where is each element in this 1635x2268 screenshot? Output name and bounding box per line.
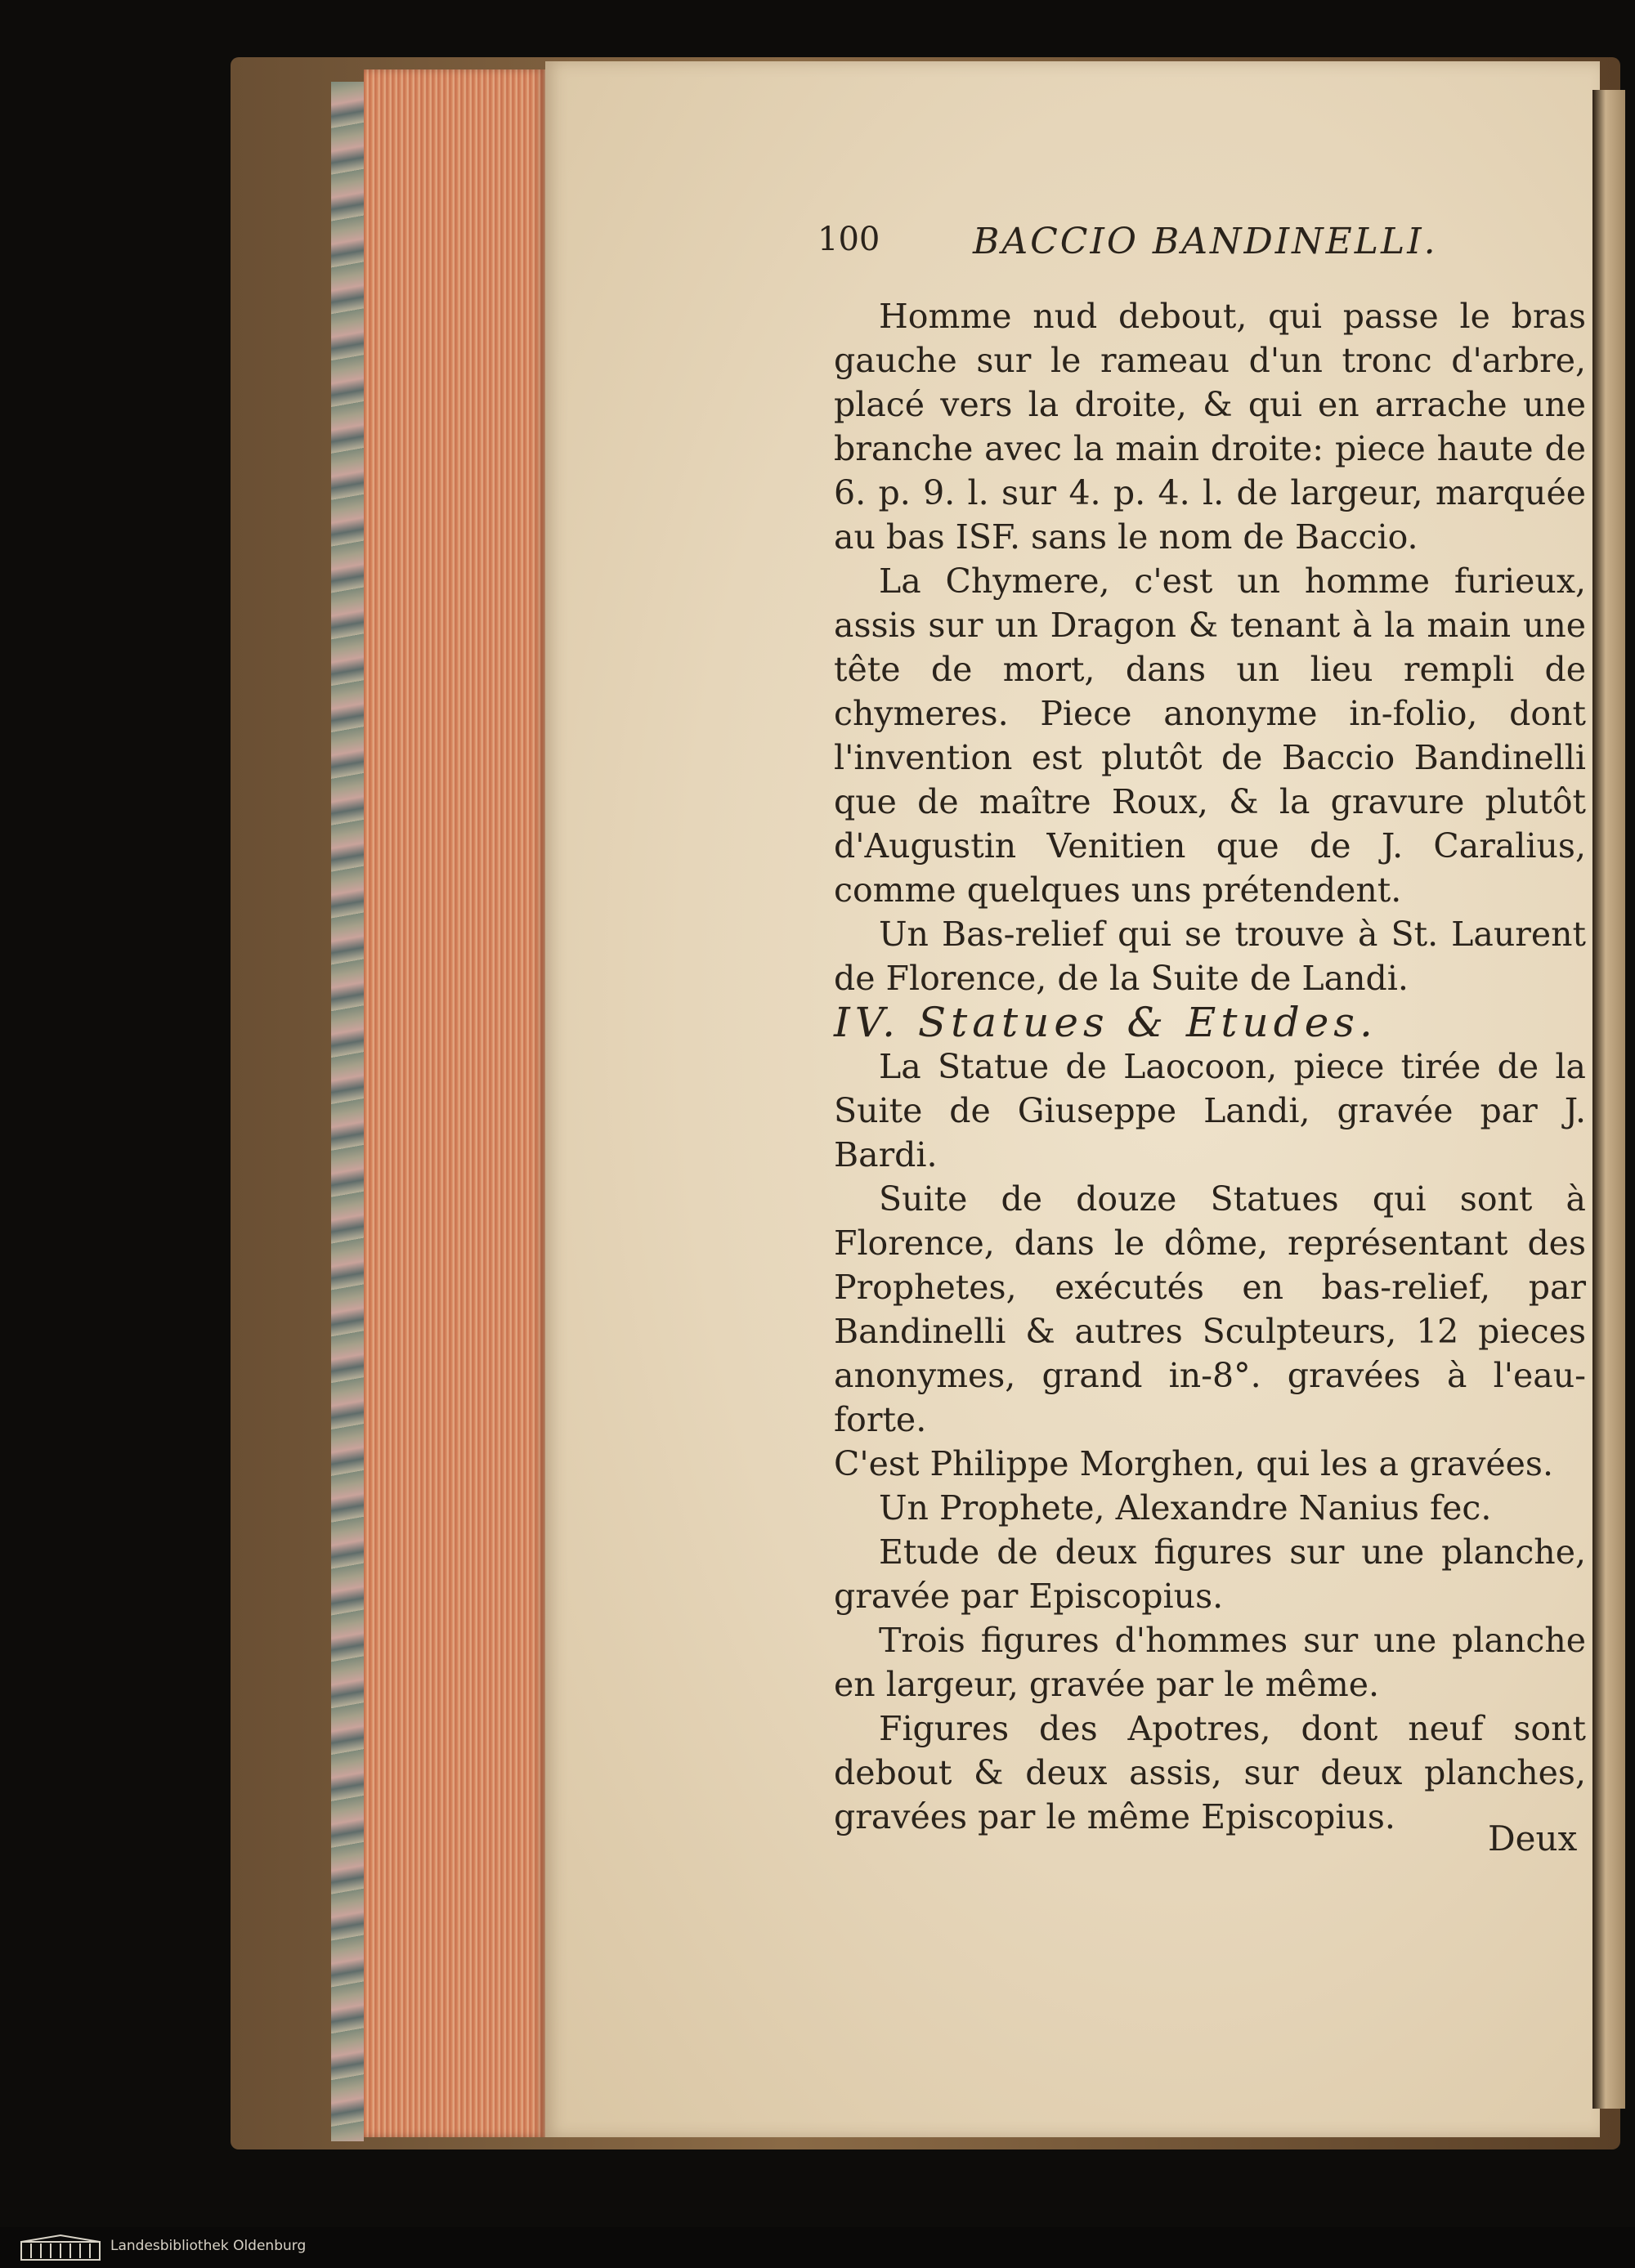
page-edges — [364, 69, 545, 2137]
paragraph: La Statue de Laocoon, piece tirée de la Suite de Giuseppe Landi, gravée par J. Bardi. — [834, 1047, 1586, 1174]
paragraph: Un Prophete, Alexandre Nanius fec. — [879, 1488, 1492, 1528]
paragraph: Un Bas-relief qui se trouve à St. Laurent de Florence, de la Suite de Landi. — [834, 915, 1586, 998]
paragraph: C'est Philippe Morghen, qui les a gravées. — [834, 1444, 1553, 1483]
library-name: Landesbibliothek Oldenburg — [110, 2238, 307, 2254]
paragraph: La Chymere, c'est un homme furieux, assis sur un Dragon & tenant à la main une tête de mort, dans un lieu rempli de chymeres. Piece anonyme in-folio, dont l'invention est plutôt de Baccio Bandinelli que de maître Roux, & la gravure plutôt d'Augustin Venitien que de J. Caralius, comme quelques uns prétendent. — [834, 561, 1586, 910]
marbled-endpaper — [331, 82, 364, 2141]
catchword: Deux — [1488, 1818, 1578, 1859]
running-title: BACCIO BANDINELLI. — [973, 221, 1438, 262]
page-number: 100 — [818, 221, 880, 258]
page-header — [818, 221, 1586, 278]
paragraph: Figures des Apotres, dont neuf sont debout & deux assis, sur deux planches, gravées par le même Episcopius. — [834, 1709, 1586, 1836]
section-title: IV. Statues & Etudes. — [834, 999, 1377, 1046]
right-page-edge — [1592, 90, 1625, 2109]
library-building-icon — [20, 2234, 101, 2261]
paragraph: Suite de douze Statues qui sont à Florence, dans le dôme, représentant des Prophetes, exécutés en bas-relief, par Bandinelli & autres Sculpteurs, 12 pieces anonymes, grand in-8°. gravées à l'eau-forte. — [834, 1179, 1586, 1439]
paragraph: Homme nud debout, qui passe le bras gauche sur le rameau d'un tronc d'arbre, placé vers la droite, & qui en arrache une branche avec la main droite: piece haute de 6. p. 9. l. sur 4. p. 4. l. de largeur, marquée au bas ISF. sans le nom de Baccio. — [834, 297, 1586, 557]
paragraph: Trois figures d'hommes sur une planche en largeur, gravée par le même. — [834, 1621, 1586, 1704]
footer-bar — [0, 2227, 1635, 2268]
paragraph: Etude de deux figures sur une planche, gravée par Episcopius. — [834, 1532, 1586, 1616]
page-text — [834, 294, 1586, 1839]
